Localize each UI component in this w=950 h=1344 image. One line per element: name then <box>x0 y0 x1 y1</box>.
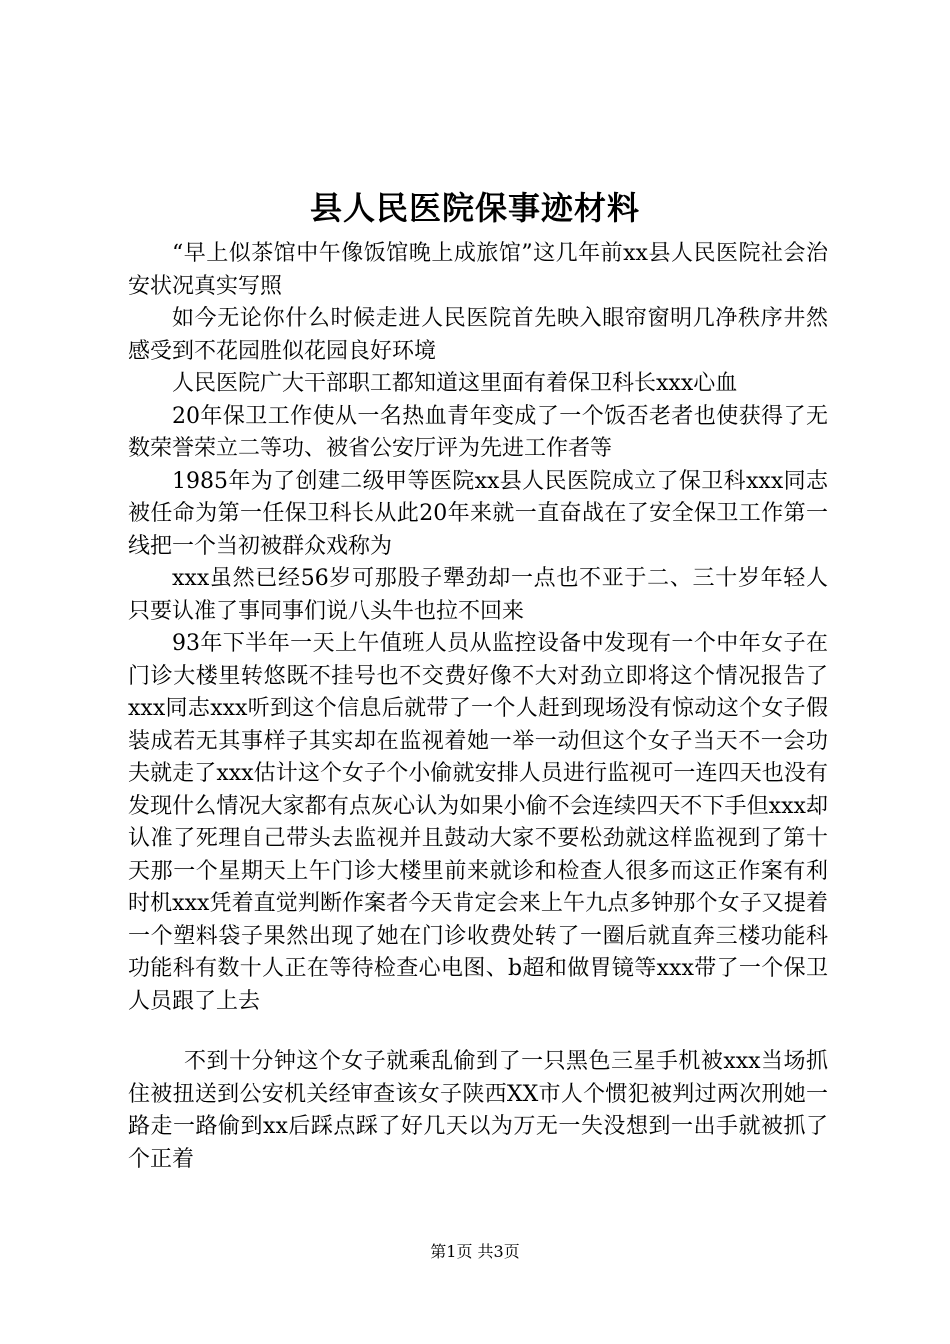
paragraph: 93年下半年一天上午值班人员从监控设备中发现有一个中年女子在门诊大楼里转悠既不挂号也不交费好像不大对劲立即将这个情况报告了xxx同志xxx听到这个信息后就带了一个人赶到现场没有惊动这个女子假装成若无其事样子其实却在监视着她一举一动但这个女子当天不一会功夫就走了xxx估计这个女子个小偷就安排人员进行监视可一连四天也没有发现什么情况大家都有点灰心认为如果小偷不会连续四天不下手但xxx却认准了死理自己带头去监视并且鼓动大家不要松劲就这样监视到了第十天那一个星期天上午门诊大楼里前来就诊和检查人很多而这正作案有利时机xxx凭着直觉判断作案者今天肯定会来上午九点多钟那个女子又提着一个塑料袋子果然出现了她在门诊收费处转了一圈后就直奔三楼功能科功能科有数十人正在等待检查心电图、b超和做胃镜等xxx带了一个保卫人员跟了上去 <box>128 631 828 1014</box>
paragraph: xxx虽然已经56岁可那股子犟劲却一点也不亚于二、三十岁年轻人只要认准了事同事们说八头牛也拉不回来 <box>128 566 828 624</box>
paragraph: 如今无论你什么时候走进人民医院首先映入眼帘窗明几净秩序井然感受到不花园胜似花园良好环境 <box>128 306 828 364</box>
paragraph: 1985年为了创建二级甲等医院xx县人民医院成立了保卫科xxx同志被任命为第一任保卫科长从此20年来就一直奋战在了安全保卫工作第一线把一个当初被群众戏称为 <box>128 468 828 559</box>
paragraph: 人民医院广大干部职工都知道这里面有着保卫科长xxx心血 <box>172 371 738 396</box>
page-footer: 第1页 共3页 <box>430 1242 520 1261</box>
paragraph: 20年保卫工作使从一名热血青年变成了一个饭否老者也使获得了无数荣誉荣立二等功、被省公安厅评为先进工作者等 <box>128 403 828 461</box>
document-body <box>128 238 828 1176</box>
document-title: 县人民医院保事迹材料 <box>309 189 640 227</box>
paragraph: 不到十分钟这个女子就乘乱偷到了一只黑色三星手机被xxx当场抓住被扭送到公安机关经审查该女子陕西XX市人个惯犯被判过两次刑她一路走一路偷到xx后踩点踩了好几天以为万无一失没想到一出手就被抓了个正着 <box>128 1049 828 1172</box>
paragraph: “早上似茶馆中午像饭馆晚上成旅馆”这几年前xx县人民医院社会治安状况真实写照 <box>128 241 828 299</box>
